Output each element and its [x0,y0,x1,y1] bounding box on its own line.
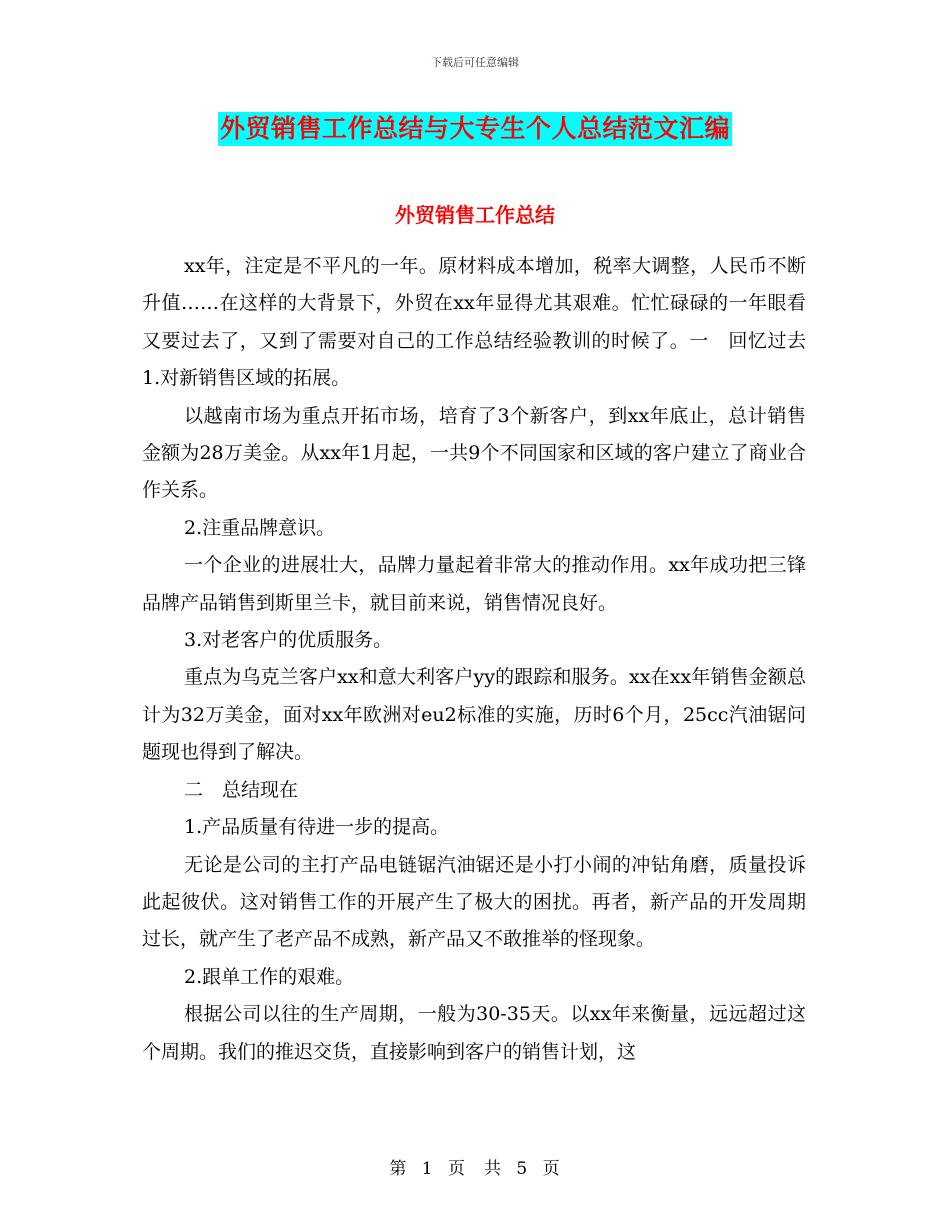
footer-middle: 页 共 [448,1159,502,1179]
paragraph: 无论是公司的主打产品电链锯汽油锯还是小打小闹的冲钻角磨，质量投诉此起彼伏。这对销售工作的开展产生了极大的困扰。再者，新产品的开发周期过长，就产生了老产品不成熟，新产品又不敢推举的怪现象。 [142,853,806,951]
main-title-container [0,112,950,146]
section-title: 外贸销售工作总结 [395,203,555,227]
paragraph: 2.跟单工作的艰难。 [184,965,355,988]
paragraph: xx年，注定是不平凡的一年。原材料成本增加，税率大调整，人民币不断升值……在这样的大背景下，外贸在xx年显得尤其艰难。忙忙碌碌的一年眼看又要过去了，又到了需要对自己的工作总结经验教训的时候了。一 回忆过去1.对新销售区域的拓展。 [142,255,806,390]
paragraph: 一个企业的进展壮大，品牌力量起着非常大的推动作用。xx年成功把三锋品牌产品销售到斯里兰卡，就目前来说，销售情况良好。 [142,554,806,614]
footer-page-number: 1 [421,1159,434,1179]
header-note: 下载后可任意编辑 [431,56,519,69]
paragraph: 重点为乌克兰客户xx和意大利客户yy的跟踪和服务。xx在xx年销售金额总计为32万美金，面对xx年欧洲对eu2标准的实施，历时6个月，25cc汽油锯问题现也得到了解决。 [142,666,806,764]
footer-prefix: 第 [389,1159,408,1179]
main-title: 外贸销售工作总结与大专生个人总结范文汇编 [218,112,732,146]
paragraph: 2.注重品牌意识。 [184,516,336,539]
document-body [142,248,806,1071]
paragraph: 以越南市场为重点开拓市场，培育了3个新客户，到xx年底止，总计销售金额为28万美金。从xx年1月起，一共9个不同国家和区域的客户建立了商业合作关系。 [142,404,806,502]
footer-total-pages: 5 [516,1159,529,1179]
page-footer [0,1154,950,1179]
paragraph: 二 总结现在 [184,778,299,801]
paragraph: 1.产品质量有待进一步的提高。 [184,816,450,839]
paragraph: 根据公司以往的生产周期，一般为30-35天。以xx年来衡量，远远超过这个周期。我们的推迟交货，直接影响到客户的销售计划，这 [142,1003,806,1063]
footer-suffix: 页 [542,1159,561,1179]
paragraph: 3.对老客户的优质服务。 [184,629,393,652]
